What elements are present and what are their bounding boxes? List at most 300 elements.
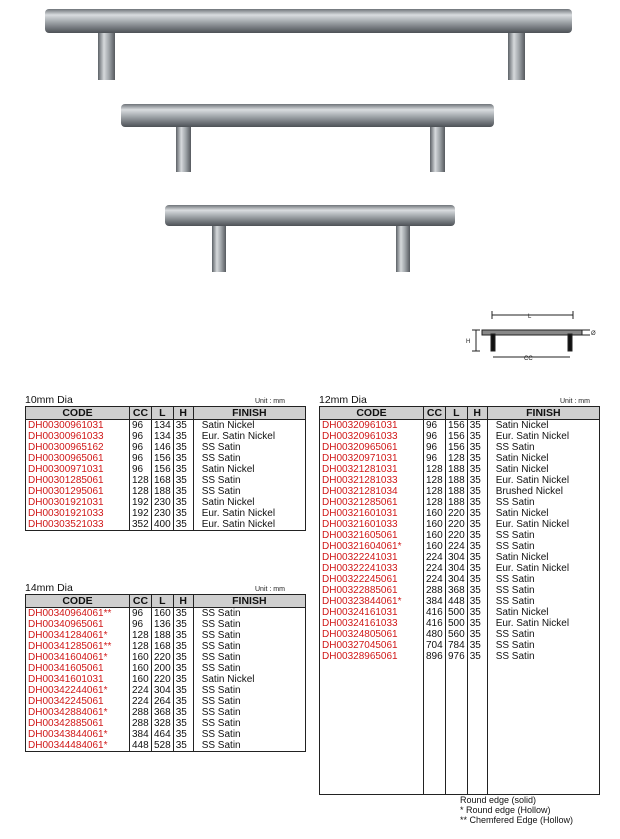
table-row [26,718,306,729]
dimension-cell: 35 [467,475,487,486]
finish-cell: Eur. Satin Nickel [487,519,599,530]
dimension-cell: 35 [173,685,193,696]
table-row [320,629,600,640]
dimension-cell: 128 [424,475,446,486]
finish-cell: Satin Nickel [193,464,305,475]
dimension-cell: 35 [173,619,193,630]
product-code: DH00321601033 [320,519,424,530]
handle-photo-large [45,9,572,80]
finish-cell: SS Satin [193,442,305,453]
column-header: H [467,407,487,420]
product-code: DH00342244061* [26,685,130,696]
finish-cell: Satin Nickel [487,453,599,464]
dimension-cell: 146 [152,442,174,453]
table-row [26,663,306,674]
table-row [320,464,600,475]
dimension-cell: 35 [467,574,487,585]
dimension-cell: 220 [152,652,174,663]
product-code: DH00341604061* [26,652,130,663]
column-header: H [173,407,193,420]
dimension-cell: 156 [152,453,174,464]
product-code: DH00301285061 [26,475,130,486]
table-10mm [25,406,306,531]
dimension-cell: 35 [467,464,487,475]
product-code: DH00341285061** [26,641,130,652]
dimension-cell: 304 [152,685,174,696]
table-12mm-unit: Unit : mm [560,398,590,405]
table-row [26,475,306,486]
dimension-cell: 156 [152,464,174,475]
table-row [26,641,306,652]
handle-photo-medium [121,104,494,172]
dimension-cell: 35 [467,508,487,519]
empty-row [320,772,600,783]
dimension-cell: 35 [467,519,487,530]
table-row [26,519,306,531]
dimension-cell: 384 [424,596,446,607]
dimension-cell: 35 [467,585,487,596]
product-code: DH00321604061* [320,541,424,552]
dimension-cell: 224 [424,574,446,585]
column-header: CC [424,407,446,420]
column-header: FINISH [193,595,305,608]
dimension-cell: 500 [446,607,468,618]
dimension-cell: 188 [446,486,468,497]
dimension-cell: 156 [446,420,468,432]
product-code: DH00344484061* [26,740,130,752]
table-row [26,508,306,519]
dimension-cell: 35 [467,530,487,541]
table-row [320,475,600,486]
finish-cell: Satin Nickel [487,552,599,563]
product-code: DH00324161033 [320,618,424,629]
dimension-cell: 35 [173,674,193,685]
dimension-cell: 188 [446,497,468,508]
dimension-cell: 128 [130,486,152,497]
table-row [320,453,600,464]
column-header: FINISH [193,407,305,420]
dimension-cell: 35 [173,740,193,752]
table-row [320,519,600,530]
finish-cell: SS Satin [193,630,305,641]
finish-cell: Satin Nickel [487,420,599,432]
product-code: DH00321285061 [320,497,424,508]
dimension-cell: 528 [152,740,174,752]
table-row [26,652,306,663]
finish-cell: SS Satin [193,729,305,740]
table-row [320,618,600,629]
empty-row [320,750,600,761]
dimension-cell: 96 [130,608,152,620]
dimension-cell: 96 [130,453,152,464]
dimension-cell: 35 [467,596,487,607]
dimension-cell: 128 [130,641,152,652]
dimension-cell: 188 [446,464,468,475]
finish-cell: Eur. Satin Nickel [193,431,305,442]
dimension-cell: 96 [130,464,152,475]
dimension-cell: 35 [173,663,193,674]
dimension-cell: 134 [152,420,174,432]
table-10mm-unit: Unit : mm [255,398,285,405]
dimension-cell: 96 [130,420,152,432]
dimension-cell: 224 [424,552,446,563]
dimension-cell: 35 [467,640,487,651]
dimension-cell: 128 [424,464,446,475]
table-row [26,464,306,475]
dimension-cell: 160 [130,663,152,674]
dimension-cell: 96 [424,431,446,442]
column-header: CC [130,595,152,608]
dimension-cell: 128 [130,630,152,641]
dimension-cell: 448 [130,740,152,752]
diagram-label-cc: CC [524,356,533,362]
table-12mm [319,406,600,795]
column-header: L [152,407,174,420]
dimension-cell: 35 [173,718,193,729]
column-header: CODE [320,407,424,420]
dimension-cell: 35 [173,519,193,531]
product-code: DH00324805061 [320,629,424,640]
table-header-row [26,407,306,420]
finish-cell: Satin Nickel [487,508,599,519]
table-row [320,552,600,563]
dimension-cell: 128 [424,486,446,497]
table-row [26,685,306,696]
finish-cell: SS Satin [193,641,305,652]
dimension-cell: 304 [446,552,468,563]
dimension-cell: 220 [152,674,174,685]
table-row [26,696,306,707]
dimension-cell: 96 [130,442,152,453]
product-code: DH00324161031 [320,607,424,618]
finish-cell: Satin Nickel [193,420,305,432]
dimension-cell: 188 [152,630,174,641]
product-code: DH00322241031 [320,552,424,563]
finish-cell: SS Satin [487,596,599,607]
edge-legend [460,795,573,825]
table-header-row [320,407,600,420]
product-code: DH00301295061 [26,486,130,497]
table-row [26,630,306,641]
dimension-cell: 136 [152,619,174,630]
table-row [320,497,600,508]
empty-row [320,717,600,728]
table-row [320,530,600,541]
table-row [320,651,600,662]
dimension-cell: 328 [152,718,174,729]
finish-cell: SS Satin [193,453,305,464]
finish-cell: SS Satin [487,497,599,508]
dimension-cell: 168 [152,475,174,486]
product-code: DH00341601031 [26,674,130,685]
table-row [26,431,306,442]
finish-cell: SS Satin [193,475,305,486]
product-code: DH00343844061* [26,729,130,740]
table-row [26,608,306,620]
dimension-cell: 35 [467,420,487,432]
table-row [320,420,600,432]
dimension-cell: 35 [173,497,193,508]
finish-cell: SS Satin [193,718,305,729]
dimension-cell: 35 [173,442,193,453]
dimension-cell: 188 [152,486,174,497]
empty-row [320,684,600,695]
finish-cell: Eur. Satin Nickel [487,475,599,486]
product-code: DH00322241033 [320,563,424,574]
table-row [26,453,306,464]
dimension-cell: 35 [173,453,193,464]
product-code: DH00300965061 [26,453,130,464]
dimension-cell: 304 [446,563,468,574]
dimension-cell: 264 [152,696,174,707]
dimension-cell: 35 [467,541,487,552]
finish-cell: Satin Nickel [487,464,599,475]
product-code: DH00342884061* [26,707,130,718]
column-header: CODE [26,407,130,420]
empty-row [320,783,600,795]
dimension-cell: 220 [446,519,468,530]
empty-row [320,673,600,684]
dimension-cell: 35 [173,707,193,718]
product-code: DH00321281033 [320,475,424,486]
dimension-cell: 200 [152,663,174,674]
dimension-cell: 160 [130,674,152,685]
diagram-label-height: H [466,339,471,345]
finish-cell: Eur. Satin Nickel [487,431,599,442]
product-code: DH00320965061 [320,442,424,453]
dimension-cell: 160 [424,508,446,519]
dimension-cell: 416 [424,618,446,629]
dimension-cell: 35 [173,652,193,663]
finish-cell: SS Satin [487,629,599,640]
dimension-cell: 134 [152,431,174,442]
dimension-cell: 160 [424,541,446,552]
finish-cell: SS Satin [487,640,599,651]
dimension-cell: 35 [467,618,487,629]
product-code: DH00321281031 [320,464,424,475]
table-14mm [25,594,306,752]
table-row [320,585,600,596]
dimension-cell: 160 [424,519,446,530]
product-photos [0,0,620,380]
dimension-cell: 35 [173,508,193,519]
finish-cell: SS Satin [487,585,599,596]
product-code: DH00322245061 [320,574,424,585]
column-header: CC [130,407,152,420]
finish-cell: Satin Nickel [193,497,305,508]
product-code: DH00342885061 [26,718,130,729]
product-code: DH00300971031 [26,464,130,475]
table-row [320,486,600,497]
dimension-cell: 352 [130,519,152,531]
product-code: DH00341284061* [26,630,130,641]
product-code: DH00320961033 [320,431,424,442]
table-row [26,497,306,508]
product-code: DH00341605061 [26,663,130,674]
dimension-cell: 220 [446,508,468,519]
dimension-cell: 156 [446,442,468,453]
table-row [26,486,306,497]
finish-cell: Eur. Satin Nickel [487,618,599,629]
dimension-cell: 35 [467,552,487,563]
dimension-cell: 35 [173,486,193,497]
dimension-cell: 35 [173,696,193,707]
dimension-cell: 224 [130,696,152,707]
table-12mm-title: 12mm Dia [319,394,367,406]
dimension-cell: 35 [173,641,193,652]
dimension-cell: 416 [424,607,446,618]
table-row [320,541,600,552]
diagram-label-diameter: Ø [591,331,596,337]
dimension-cell: 35 [467,453,487,464]
dimension-cell: 96 [424,453,446,464]
dimension-cell: 35 [173,464,193,475]
dimension-cell: 35 [467,651,487,662]
product-code: DH00321601031 [320,508,424,519]
finish-cell: Eur. Satin Nickel [487,563,599,574]
legend-line: * Round edge (Hollow) [460,805,551,815]
product-code: DH00303521033 [26,519,130,531]
dimension-cell: 368 [446,585,468,596]
product-code: DH00301921031 [26,497,130,508]
dimension-cell: 464 [152,729,174,740]
dimension-cell: 560 [446,629,468,640]
finish-cell: SS Satin [487,574,599,585]
table-row [26,707,306,718]
finish-cell: SS Satin [487,530,599,541]
legend-line: ** Chemfered Edge (Hollow) [460,815,574,825]
dimension-cell: 160 [130,652,152,663]
table-row [320,563,600,574]
finish-cell: SS Satin [193,707,305,718]
dimension-cell: 896 [424,651,446,662]
product-code: DH00323844061* [320,596,424,607]
table-row [26,674,306,685]
dimension-cell: 784 [446,640,468,651]
dimension-cell: 220 [446,530,468,541]
dimension-cell: 96 [130,619,152,630]
product-code: DH00301921033 [26,508,130,519]
dimension-cell: 35 [467,486,487,497]
dimension-cell: 192 [130,508,152,519]
dimension-cell: 96 [130,431,152,442]
dimension-cell: 304 [446,574,468,585]
dimension-cell: 96 [424,420,446,432]
dimension-cell: 35 [467,442,487,453]
dimension-cell: 35 [467,563,487,574]
dimension-cell: 35 [173,431,193,442]
finish-cell: SS Satin [193,486,305,497]
finish-cell: SS Satin [193,608,305,620]
dimension-cell: 288 [424,585,446,596]
product-code: DH00322885061 [320,585,424,596]
empty-row [320,739,600,750]
table-14mm-unit: Unit : mm [255,586,285,593]
column-header: H [173,595,193,608]
product-code: DH00342245061 [26,696,130,707]
product-code: DH00300965162 [26,442,130,453]
product-code: DH00300961031 [26,420,130,432]
table-row [26,420,306,432]
dimension-cell: 35 [467,629,487,640]
column-header: L [152,595,174,608]
dimension-cell: 448 [446,596,468,607]
product-code: DH00327045061 [320,640,424,651]
finish-cell: Eur. Satin Nickel [193,508,305,519]
dimension-cell: 35 [173,729,193,740]
dimension-cell: 156 [446,431,468,442]
product-code: DH00320961031 [320,420,424,432]
column-header: CODE [26,595,130,608]
finish-cell: SS Satin [193,652,305,663]
dimension-cell: 35 [173,475,193,486]
empty-row [320,695,600,706]
finish-cell: Eur. Satin Nickel [193,519,305,531]
dimension-cell: 35 [467,431,487,442]
dimension-cell: 230 [152,497,174,508]
empty-row [320,761,600,772]
table-header-row [26,595,306,608]
finish-cell: SS Satin [193,685,305,696]
legend-line: Round edge (solid) [460,795,537,805]
dimension-cell: 128 [424,497,446,508]
product-code: DH00300961033 [26,431,130,442]
table-row [320,508,600,519]
table-row [26,442,306,453]
finish-cell: SS Satin [193,740,305,752]
empty-row [320,662,600,673]
product-code: DH00321605061 [320,530,424,541]
empty-row [320,728,600,739]
dimension-cell: 480 [424,629,446,640]
table-row [320,640,600,651]
product-code: DH00320971031 [320,453,424,464]
finish-cell: SS Satin [193,696,305,707]
empty-row [320,706,600,717]
table-row [26,619,306,630]
product-code: DH00340964061** [26,608,130,620]
dimension-cell: 128 [130,475,152,486]
dimension-cell: 224 [424,563,446,574]
dimension-cell: 288 [130,707,152,718]
table-row [320,596,600,607]
column-header: L [446,407,468,420]
dimension-cell: 288 [130,718,152,729]
handle-photo-small [165,205,455,272]
table-row [26,729,306,740]
table-row [320,442,600,453]
finish-cell: Brushed Nickel [487,486,599,497]
dimension-cell: 230 [152,508,174,519]
column-header: FINISH [487,407,599,420]
table-row [320,607,600,618]
product-code: DH00321281034 [320,486,424,497]
dimension-cell: 35 [173,630,193,641]
finish-cell: SS Satin [193,619,305,630]
table-14mm-title: 14mm Dia [25,582,73,594]
table-row [320,574,600,585]
finish-cell: SS Satin [487,442,599,453]
dimension-cell: 224 [446,541,468,552]
finish-cell: SS Satin [193,663,305,674]
dimension-cell: 188 [446,475,468,486]
table-row [320,431,600,442]
finish-cell: SS Satin [487,651,599,662]
dimension-cell: 168 [152,641,174,652]
finish-cell: Satin Nickel [487,607,599,618]
dimension-cell: 35 [173,608,193,620]
product-code: DH00328965061 [320,651,424,662]
